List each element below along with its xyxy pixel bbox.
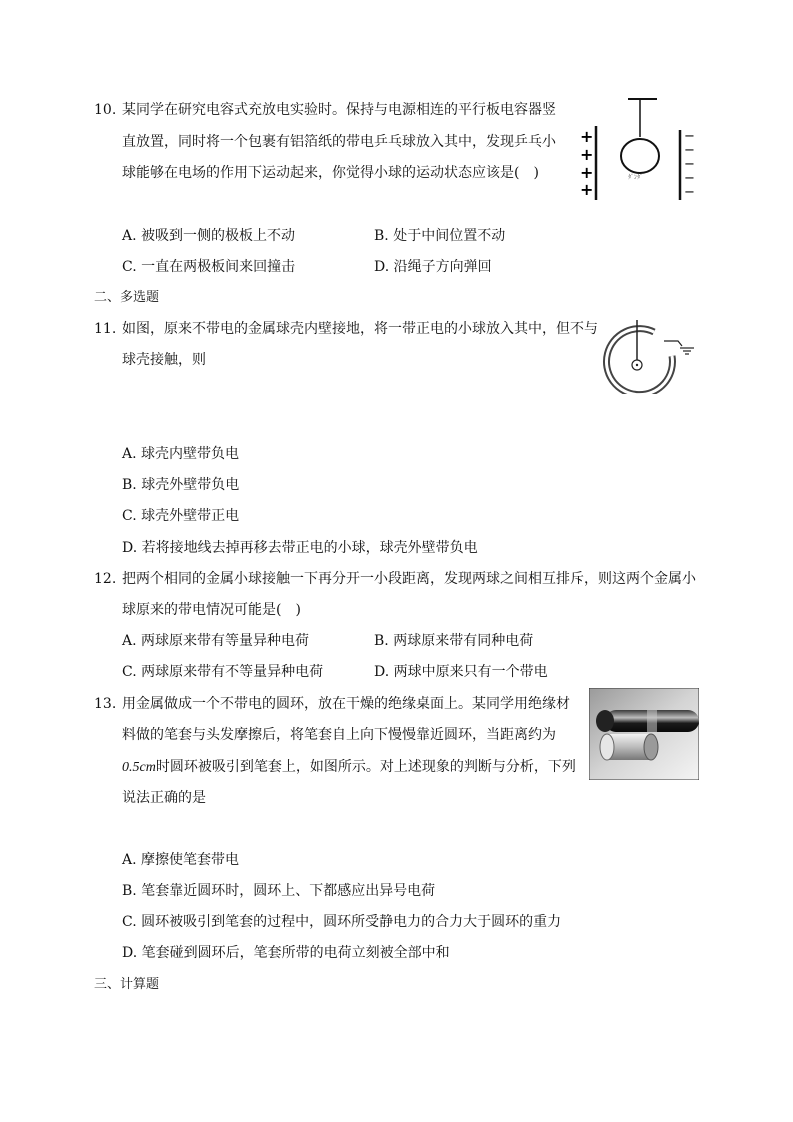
option-c: C. 圆环被吸引到笔套的过程中，圆环所受静电力的合力大于圆环的重力	[122, 914, 562, 930]
option-a: A. 两球原来带有等量异种电荷	[122, 633, 310, 649]
option-d: D. 笔套碰到圆环后，笔套所带的电荷立刻被全部中和	[122, 945, 450, 961]
plus-sign: +	[580, 127, 594, 146]
option-b: B. 处于中间位置不动	[374, 228, 506, 244]
question-text-line: 料做的笔套与头发摩擦后，将笔套自上向下慢慢靠近圆环，当距离约为	[122, 727, 556, 743]
question-number: 10.	[94, 102, 117, 118]
figure-label: ﾀﾞﾝﾀﾞ	[628, 174, 644, 181]
option-b: B. 两球原来带有同种电荷	[374, 633, 534, 649]
section-heading: 二、多选题	[94, 290, 160, 305]
plus-sign: +	[580, 180, 594, 199]
option-d: D. 若将接地线去掉再移去带正电的小球，球壳外壁带负电	[122, 540, 478, 556]
option-a: A. 摩擦使笔套带电	[122, 852, 240, 868]
option-b: B. 球壳外壁带负电	[122, 477, 240, 493]
option-a: A. 被吸到一侧的极板上不动	[122, 228, 296, 244]
grounded-shell-figure	[602, 318, 702, 394]
question-text-line: 如图，原来不带电的金属球壳内壁接地，将一带正电的小球放入其中，但不与	[122, 321, 598, 337]
option-a: A. 球壳内壁带负电	[122, 446, 240, 462]
question-text-line: 用金属做成一个不带电的圆环，放在干燥的绝缘桌面上。某同学用绝缘材	[122, 696, 570, 712]
minus-sign: −	[684, 171, 695, 186]
option-d: D. 两球中原来只有一个带电	[374, 664, 548, 680]
question-text-line: 说法正确的是	[122, 790, 206, 806]
option-c: C. 一直在两极板间来回撞击	[122, 259, 296, 275]
pen-cap-ring-photo	[589, 688, 699, 780]
question-text-line: 球壳接触，则	[122, 352, 206, 368]
option-c: C. 两球原来带有不等量异种电荷	[122, 664, 324, 680]
minus-sign: −	[684, 143, 695, 158]
plus-sign: +	[580, 145, 594, 164]
question-text-line: 球原来的带电情况可能是( )	[122, 602, 301, 618]
distance-value: 0.5cm	[122, 760, 156, 775]
question-text-line	[122, 758, 576, 777]
plus-sign: +	[580, 163, 594, 182]
capacitor-figure	[570, 96, 700, 204]
question-text-line: 直放置，同时将一个包裹有铝箔纸的带电乒乓球放入其中，发现乒乓小	[122, 134, 556, 150]
section-heading: 三、计算题	[94, 977, 160, 992]
question-text-line: 把两个相同的金属小球接触一下再分开一小段距离，发现两球之间相互排斥，则这两个金属小	[122, 571, 696, 587]
question-number: 11.	[94, 321, 117, 337]
option-b: B. 笔套靠近圆环时，圆环上、下都感应出异号电荷	[122, 883, 436, 899]
question-text-line: 某同学在研究电容式充放电实验时。保持与电源相连的平行板电容器竖	[122, 102, 556, 118]
question-text-segment: 时圆环被吸引到笔套上，如图所示。对上述现象的判断与分析，下列	[155, 759, 576, 775]
question-text-line: 球能够在电场的作用下运动起来，你觉得小球的运动状态应该是( )	[122, 165, 539, 181]
minus-sign: −	[684, 129, 695, 144]
option-c: C. 球壳外壁带正电	[122, 508, 240, 524]
minus-sign: −	[684, 185, 695, 200]
question-number: 12.	[94, 571, 117, 587]
minus-sign: −	[684, 157, 695, 172]
question-number: 13.	[94, 696, 117, 712]
option-d: D. 沿绳子方向弹回	[374, 259, 492, 275]
